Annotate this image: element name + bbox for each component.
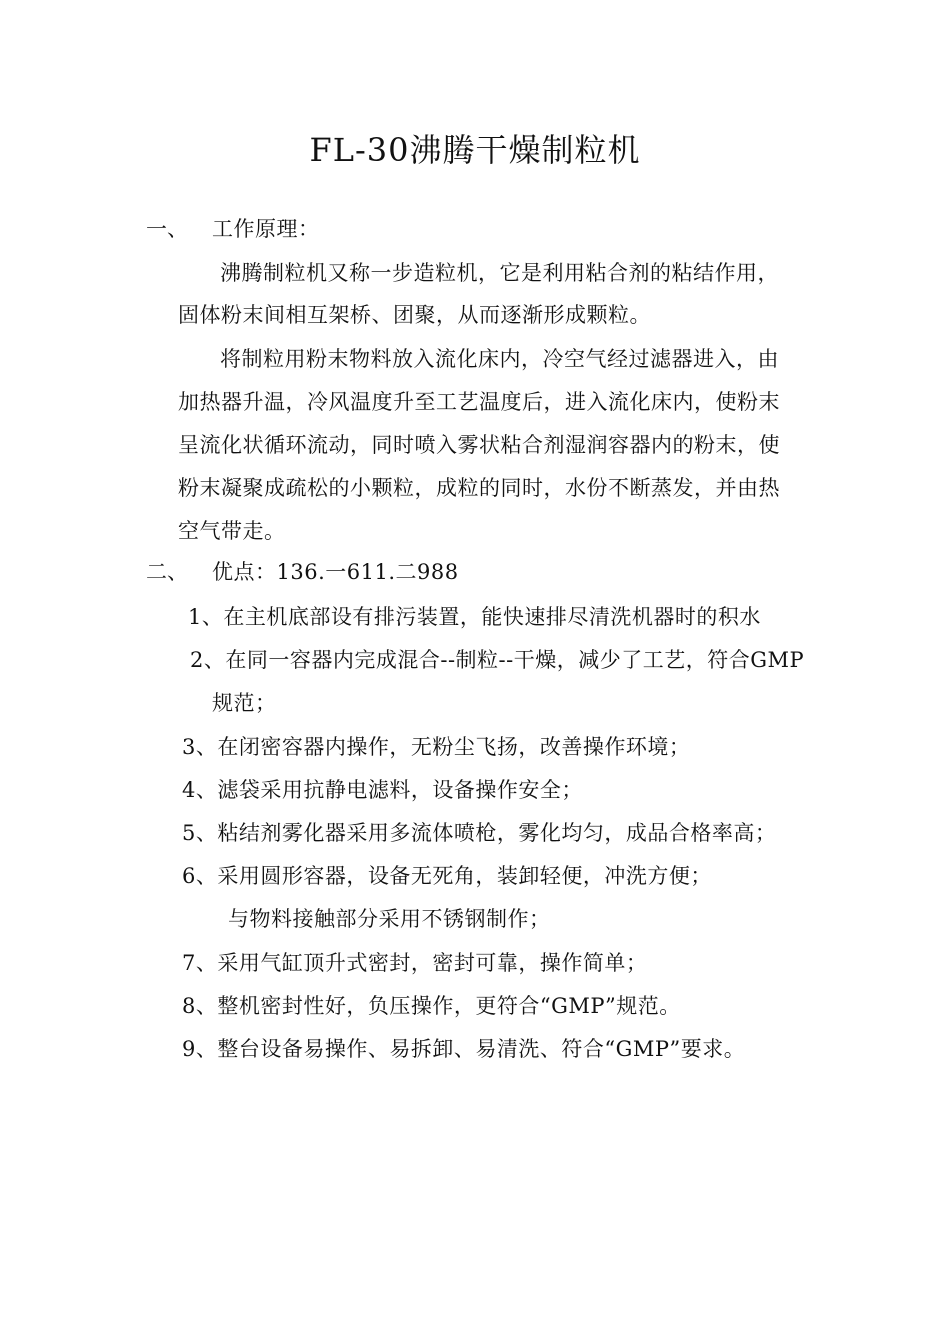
para2-line: 粉末凝聚成疏松的小颗粒，成粒的同时，水份不断蒸发，并由热 <box>178 476 780 500</box>
document-title: FL-30沸腾干燥制粒机 <box>309 131 641 169</box>
advantage-item: 5、粘结剂雾化器采用多流体喷枪，雾化均匀，成品合格率高； <box>182 821 777 845</box>
section1-number: 一、 <box>146 217 188 241</box>
para1-line: 沸腾制粒机又称一步造粒机，它是利用粘合剂的粘结作用， <box>220 261 779 285</box>
advantage-item: 2、在同一容器内完成混合--制粒--干燥，减少了工艺，符合GMP <box>190 648 805 672</box>
para1-line: 固体粉末间相互架桥、团聚，从而逐渐形成颗粒。 <box>178 303 651 327</box>
section1-heading: 工作原理： <box>212 217 320 241</box>
advantage-item: 6、采用圆形容器，设备无死角，装卸轻便，冲洗方便； <box>182 864 712 888</box>
advantage-item: 1、在主机底部设有排污装置，能快速排尽清洗机器时的积水 <box>188 605 761 629</box>
advantage-item-continuation: 规范； <box>212 691 277 715</box>
para2-line: 空气带走。 <box>178 519 286 543</box>
advantage-item-continuation: 与物料接触部分采用不锈钢制作； <box>228 907 551 931</box>
advantage-item: 3、在闭密容器内操作，无粉尘飞扬，改善操作环境； <box>182 735 691 759</box>
advantage-item: 9、整台设备易操作、易拆卸、易清洗、符合“GMP”要求。 <box>182 1037 746 1061</box>
advantage-item: 4、滤袋采用抗静电滤料，设备操作安全； <box>182 778 583 802</box>
para2-line: 加热器升温，冷风温度升至工艺温度后，进入流化床内，使粉末 <box>178 390 780 414</box>
para2-line: 呈流化状循环流动，同时喷入雾状粘合剂湿润容器内的粉末，使 <box>178 433 780 457</box>
advantage-item: 8、整机密封性好，负压操作，更符合“GMP”规范。 <box>182 994 681 1018</box>
section2-heading: 优点：136.一611.二988 <box>212 560 459 584</box>
para2-line: 将制粒用粉末物料放入流化床内，冷空气经过滤器进入，由 <box>220 347 779 371</box>
section2-number: 二、 <box>146 560 188 584</box>
advantage-item: 7、采用气缸顶升式密封，密封可靠，操作简单； <box>182 951 648 975</box>
